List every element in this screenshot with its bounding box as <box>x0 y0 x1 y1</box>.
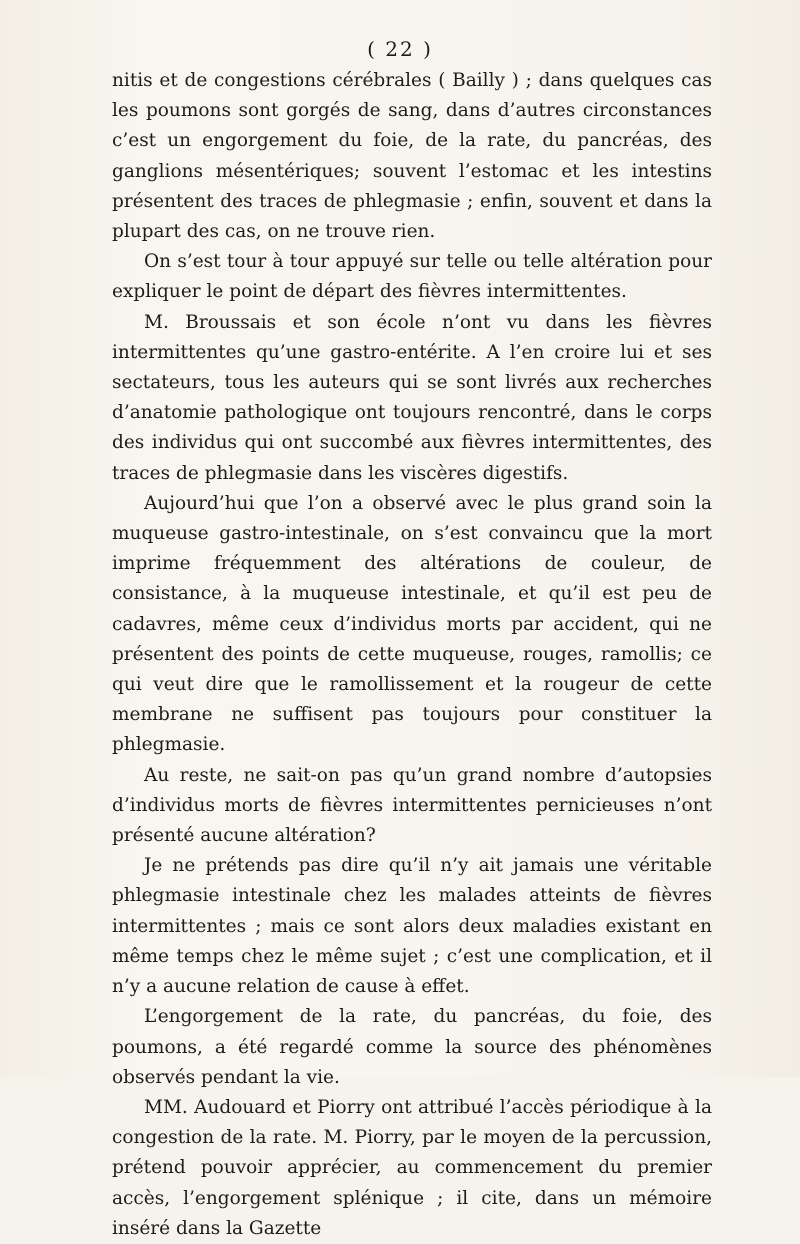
paragraph-continuation: nitis et de congestions cérébrales ( Bailly ) ; dans quelques cas les poumons sont gorgés de sang, dans d’autres circonstances c’est un engorgement du foie, de la rate, du pancréas, des ganglions mésentériques; souvent l’estomac et les intestins présentent des traces de phlegmasie ; enfin, souvent et dans la plupart des cas, on ne trouve rien. <box>112 70 712 243</box>
paragraph-audouard-piorry: MM. Audouard et Piorry ont attribué l’accès périodique à la congestion de la rate. M. Piorry, par le moyen de la percussion, prétend pouvoir apprécier, au commencement du premier accès, l’engorgement splénique ; il cite, dans un mémoire inséré dans la Gazette <box>112 1096 712 1239</box>
paragraph-broussais: M. Broussais et son école n’ont vu dans les fièvres intermittentes qu’une gastro-entérite. A l’en croire lui et ses sectateurs, tous les auteurs qui se sont livrés aux recherches d’anatomie pathologique ont toujours rencontré, dans le corps des individus qui ont succombé aux fièvres intermittentes, des traces de phlegmasie dans les viscères digestifs. <box>112 311 712 484</box>
paragraph-complication: Je ne prétends pas dire qu’il n’y ait jamais une véritable phlegmasie intestinale chez les malades atteints de fièvres intermittentes ; mais ce sont alors deux maladies existant en même temps chez le même sujet ; c’est une complication, et il n’y a aucune relation de cause à effet. <box>112 855 712 998</box>
paragraph-explanation: On s’est tour à tour appuyé sur telle ou telle altération pour expliquer le point de départ des fièvres intermittentes. <box>112 251 712 303</box>
page-number: ( 22 ) <box>367 37 433 61</box>
paragraph-autopsies: Au reste, ne sait-on pas qu’un grand nombre d’autopsies d’individus morts de fièvres intermittentes pernicieuses n’ont présenté aucune altération? <box>112 764 712 847</box>
paragraph-mucosa: Aujourd’hui que l’on a observé avec le plus grand soin la muqueuse gastro-intestinale, on s’est convaincu que la mort imprime fréquemment des altérations de couleur, de consistance, à la muqueuse intestinale, et qu’il est peu de cadavres, même ceux d’individus morts par accident, qui ne présentent des points de cette muqueuse, rouges, ramollis; ce qui veut dire que le ramollissement et la rougeur de cette membrane ne suffisent pas toujours pour constituer la phlegmasie. <box>112 492 712 756</box>
paragraph-engorgement: L’engorgement de la rate, du pancréas, du foie, des poumons, a été regardé comme la source des phénomènes observés pendant la vie. <box>112 1006 712 1088</box>
body-text <box>112 66 712 1244</box>
